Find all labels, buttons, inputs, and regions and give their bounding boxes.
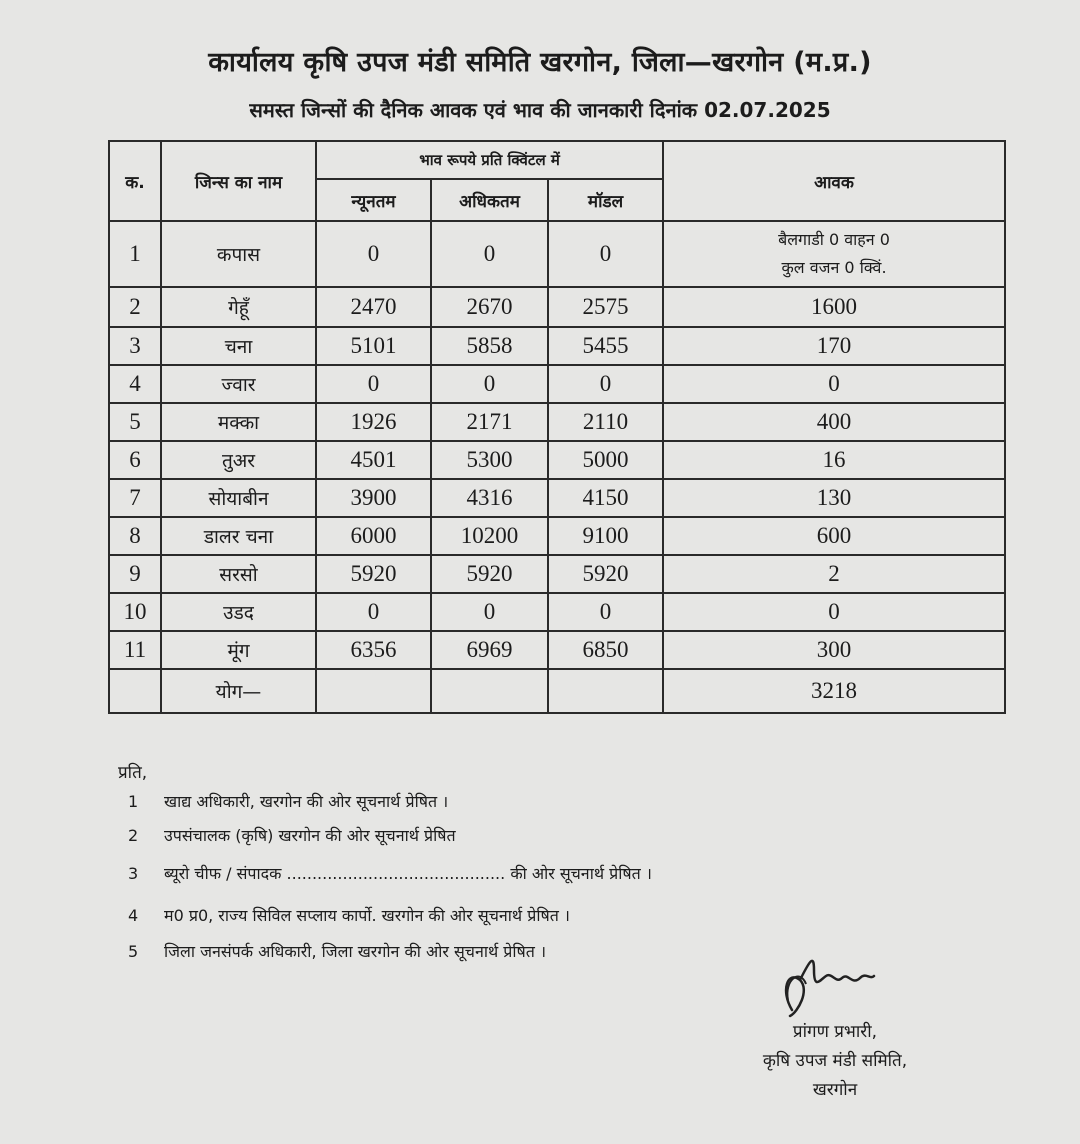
total-label: योग— bbox=[161, 669, 316, 713]
cell-serial: 4 bbox=[109, 365, 161, 403]
distribution-item bbox=[128, 940, 546, 962]
header-min: न्यूनतम bbox=[316, 179, 431, 221]
cell-commodity: मक्का bbox=[161, 403, 316, 441]
cell-min-price: 0 bbox=[316, 365, 431, 403]
cell-modal-price: 4150 bbox=[548, 479, 663, 517]
distribution-item-number: 3 bbox=[128, 864, 139, 883]
signatory-office: कृषि उपज मंडी समिति, bbox=[762, 1051, 908, 1071]
table-row bbox=[109, 593, 1005, 631]
rates-table bbox=[108, 140, 1006, 714]
cell-commodity: सरसो bbox=[161, 555, 316, 593]
cell-modal-price: 6850 bbox=[548, 631, 663, 669]
cell-modal-price: 9100 bbox=[548, 517, 663, 555]
cell-commodity: गेहूँ bbox=[161, 287, 316, 327]
header-arrival: आवक bbox=[663, 141, 1005, 221]
cell-modal-price: 0 bbox=[548, 221, 663, 287]
cell-modal-price: 2575 bbox=[548, 287, 663, 327]
signatory-block bbox=[720, 1018, 950, 1105]
cell-commodity: सोयाबीन bbox=[161, 479, 316, 517]
table-row bbox=[109, 287, 1005, 327]
signatory-place: खरगोन bbox=[812, 1080, 858, 1100]
cell-commodity: कपास bbox=[161, 221, 316, 287]
cell-empty bbox=[548, 669, 663, 713]
cell-arrival: 130 bbox=[663, 479, 1005, 517]
cell-arrival bbox=[663, 221, 1005, 287]
cell-modal-price: 5920 bbox=[548, 555, 663, 593]
distribution-item bbox=[128, 824, 456, 846]
cell-min-price: 4501 bbox=[316, 441, 431, 479]
cell-commodity: चना bbox=[161, 327, 316, 365]
cell-min-price: 6356 bbox=[316, 631, 431, 669]
distribution-item-text: खाद्य अधिकारी, खरगोन की ओर सूचनार्थ प्रेषित । bbox=[164, 792, 449, 811]
cell-empty bbox=[109, 669, 161, 713]
cell-min-price: 0 bbox=[316, 221, 431, 287]
cell-empty bbox=[431, 669, 548, 713]
cell-serial: 10 bbox=[109, 593, 161, 631]
distribution-item-text: उपसंचालक (कृषि) खरगोन की ओर सूचनार्थ प्रेषित bbox=[164, 826, 456, 845]
cell-empty bbox=[316, 669, 431, 713]
cell-arrival: 1600 bbox=[663, 287, 1005, 327]
cell-arrival: 0 bbox=[663, 593, 1005, 631]
cell-max-price: 4316 bbox=[431, 479, 548, 517]
report-subtitle: समस्त जिन्सों की दैनिक आवक एवं भाव की जानकारी दिनांक 02.07.2025 bbox=[249, 98, 831, 122]
distribution-item bbox=[128, 862, 652, 884]
header-max: अधिकतम bbox=[431, 179, 548, 221]
cell-min-price: 5101 bbox=[316, 327, 431, 365]
cell-serial: 11 bbox=[109, 631, 161, 669]
header-commodity: जिन्स का नाम bbox=[161, 141, 316, 221]
table-row bbox=[109, 365, 1005, 403]
cell-modal-price: 5455 bbox=[548, 327, 663, 365]
distribution-item-number: 1 bbox=[128, 792, 139, 811]
cell-arrival: 0 bbox=[663, 365, 1005, 403]
table-row bbox=[109, 517, 1005, 555]
distribution-item-text: जिला जनसंपर्क अधिकारी, जिला खरगोन की ओर सूचनार्थ प्रेषित । bbox=[164, 942, 547, 961]
table-row bbox=[109, 479, 1005, 517]
table-row bbox=[109, 221, 1005, 287]
table-row bbox=[109, 403, 1005, 441]
cell-commodity: तुअर bbox=[161, 441, 316, 479]
cell-commodity: ज्वार bbox=[161, 365, 316, 403]
cell-min-price: 6000 bbox=[316, 517, 431, 555]
cell-serial: 6 bbox=[109, 441, 161, 479]
total-row bbox=[109, 669, 1005, 713]
cell-min-price: 1926 bbox=[316, 403, 431, 441]
cell-modal-price: 2110 bbox=[548, 403, 663, 441]
table-row bbox=[109, 555, 1005, 593]
table-row bbox=[109, 441, 1005, 479]
cell-arrival: 400 bbox=[663, 403, 1005, 441]
cell-commodity: डालर चना bbox=[161, 517, 316, 555]
distribution-item bbox=[128, 904, 570, 926]
total-arrival: 3218 bbox=[663, 669, 1005, 713]
office-title: कार्यालय कृषि उपज मंडी समिति खरगोन, जिला—खरगोन (म.प्र.) bbox=[208, 47, 872, 78]
cell-arrival: 2 bbox=[663, 555, 1005, 593]
cell-modal-price: 0 bbox=[548, 365, 663, 403]
cell-arrival: 16 bbox=[663, 441, 1005, 479]
cell-serial: 8 bbox=[109, 517, 161, 555]
arrival-vehicles: बैलगाडी 0 वाहन 0 bbox=[778, 230, 890, 249]
cell-max-price: 0 bbox=[431, 221, 548, 287]
cell-commodity: मूंग bbox=[161, 631, 316, 669]
signatory-title: प्रांगण प्रभारी, bbox=[792, 1022, 878, 1042]
cell-serial: 1 bbox=[109, 221, 161, 287]
distribution-heading: प्रति, bbox=[118, 763, 148, 783]
table-row bbox=[109, 631, 1005, 669]
cell-min-price: 2470 bbox=[316, 287, 431, 327]
distribution-item-number: 5 bbox=[128, 942, 139, 961]
header-modal: मॉडल bbox=[548, 179, 663, 221]
cell-max-price: 0 bbox=[431, 365, 548, 403]
cell-serial: 9 bbox=[109, 555, 161, 593]
arrival-weight: कुल वजन 0 क्विं. bbox=[781, 258, 887, 277]
cell-modal-price: 5000 bbox=[548, 441, 663, 479]
cell-arrival: 170 bbox=[663, 327, 1005, 365]
cell-max-price: 5858 bbox=[431, 327, 548, 365]
cell-serial: 7 bbox=[109, 479, 161, 517]
distribution-item-number: 2 bbox=[128, 826, 139, 845]
cell-modal-price: 0 bbox=[548, 593, 663, 631]
cell-arrival: 600 bbox=[663, 517, 1005, 555]
header-serial: क. bbox=[109, 141, 161, 221]
cell-max-price: 10200 bbox=[431, 517, 548, 555]
cell-max-price: 5920 bbox=[431, 555, 548, 593]
cell-commodity: उडद bbox=[161, 593, 316, 631]
cell-min-price: 5920 bbox=[316, 555, 431, 593]
cell-max-price: 0 bbox=[431, 593, 548, 631]
cell-max-price: 2171 bbox=[431, 403, 548, 441]
cell-serial: 2 bbox=[109, 287, 161, 327]
distribution-item-number: 4 bbox=[128, 906, 139, 925]
cell-serial: 3 bbox=[109, 327, 161, 365]
cell-max-price: 6969 bbox=[431, 631, 548, 669]
cell-serial: 5 bbox=[109, 403, 161, 441]
cell-min-price: 3900 bbox=[316, 479, 431, 517]
header-price-group: भाव रूपये प्रति क्विंटल में bbox=[316, 141, 663, 179]
distribution-item-text: म0 प्र0, राज्य सिविल सप्लाय कार्पो. खरगोन की ओर सूचनार्थ प्रेषित । bbox=[164, 906, 570, 925]
cell-arrival: 300 bbox=[663, 631, 1005, 669]
cell-max-price: 2670 bbox=[431, 287, 548, 327]
distribution-item bbox=[128, 790, 448, 812]
cell-min-price: 0 bbox=[316, 593, 431, 631]
cell-max-price: 5300 bbox=[431, 441, 548, 479]
distribution-item-text: ब्यूरो चीफ / संपादक ........................................... की ओर सूचनार्थ प्रेषित । bbox=[164, 864, 652, 883]
table-row bbox=[109, 327, 1005, 365]
